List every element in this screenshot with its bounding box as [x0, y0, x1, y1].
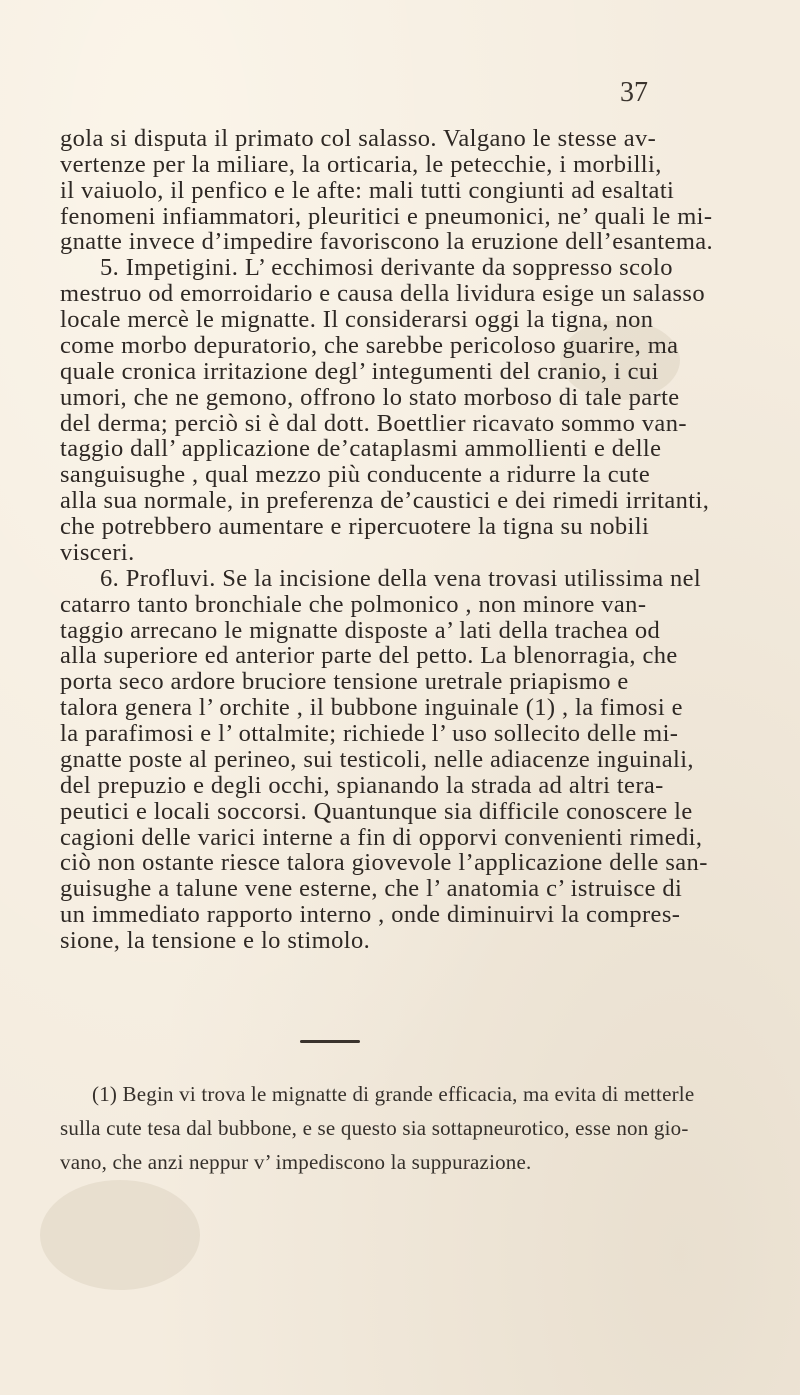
text-line: del derma; perciò si è dal dott. Boettlier ricavato sommo van- [60, 410, 687, 437]
text-line: gnatte invece d’impedire favoriscono la eruzione dell’esantema. [60, 228, 714, 255]
text-line: gnatte poste al perineo, sui testicoli, nelle adiacenze inguinali, [60, 746, 694, 773]
paper-stain [40, 1180, 200, 1290]
text-line: catarro tanto bronchiale che polmonico , non minore van- [60, 591, 647, 618]
text-line: 5. Impetigini. L’ ecchimosi derivante da soppresso scolo [100, 254, 673, 281]
text-line: locale mercè le mignatte. Il considerarsi oggi la tigna, non [60, 306, 654, 333]
text-line: sione, la tensione e lo stimolo. [60, 927, 371, 954]
text-line: sanguisughe , qual mezzo più conducente a ridurre la cute [60, 461, 651, 488]
text-line: come morbo depuratorio, che sarebbe pericoloso guarire, ma [60, 332, 679, 359]
text-line: cagioni delle varici interne a fin di opporvi convenienti rimedi, [60, 824, 703, 851]
text-line: quale cronica irritazione degl’ integumenti del cranio, i cui [60, 358, 659, 385]
text-line: un immediato rapporto interno , onde diminuirvi la compres- [60, 901, 681, 928]
text-line: peutici e locali soccorsi. Quantunque sia difficile conoscere le [60, 798, 693, 825]
text-line: porta seco ardore bruciore tensione uretrale priapismo e [60, 668, 629, 695]
text-line: vertenze per la miliare, la orticaria, le petecchie, i morbilli, [60, 151, 662, 178]
text-line: guisughe a talune vene esterne, che l’ anatomia c’ istruisce di [60, 875, 683, 902]
footnote-line: sulla cute tesa dal bubbone, e se questo sia sottapneurotico, esse non gio- [60, 1116, 689, 1140]
text-line: del prepuzio e degli occhi, spianando la strada ad altri tera- [60, 772, 664, 799]
footnote-rule [300, 1040, 360, 1043]
text-line: visceri. [60, 539, 135, 566]
text-line: taggio arrecano le mignatte disposte a’ lati della trachea od [60, 617, 661, 644]
text-line: che potrebbero aumentare e ripercuotere la tigna su nobili [60, 513, 650, 540]
footnote-line: vano, che anzi neppur v’ impediscono la suppurazione. [60, 1150, 532, 1174]
page-number: 37 [620, 77, 648, 108]
text-line: il vaiuolo, il penfico e le afte: mali tutti congiunti ad esaltati [60, 177, 675, 204]
text-line: taggio dall’ applicazione de’cataplasmi ammollienti e delle [60, 435, 662, 462]
text-line: alla superiore ed anterior parte del petto. La blenorragia, che [60, 642, 678, 669]
text-line: fenomeni infiammatori, pleuritici e pneumonici, ne’ quali le mi- [60, 203, 713, 230]
text-line: gola si disputa il primato col salasso. Valgano le stesse av- [60, 125, 657, 152]
footnote-line: (1) Begin vi trova le mignatte di grande efficacia, ma evita di metterle [92, 1082, 695, 1106]
text-line: talora genera l’ orchite , il bubbone inguinale (1) , la fimosi e [60, 694, 683, 721]
text-line: 6. Profluvi. Se la incisione della vena trovasi utilissima nel [100, 565, 702, 592]
text-line: mestruo od emorroidario e causa della lividura esige un salasso [60, 280, 705, 307]
text-line: umori, che ne gemono, offrono lo stato morboso di tale parte [60, 384, 680, 411]
text-line: ciò non ostante riesce talora giovevole l’applicazione delle san- [60, 849, 708, 876]
text-line: alla sua normale, in preferenza de’caustici e dei rimedi irritanti, [60, 487, 710, 514]
text-line: la parafimosi e l’ ottalmite; richiede l’ uso sollecito delle mi- [60, 720, 679, 747]
